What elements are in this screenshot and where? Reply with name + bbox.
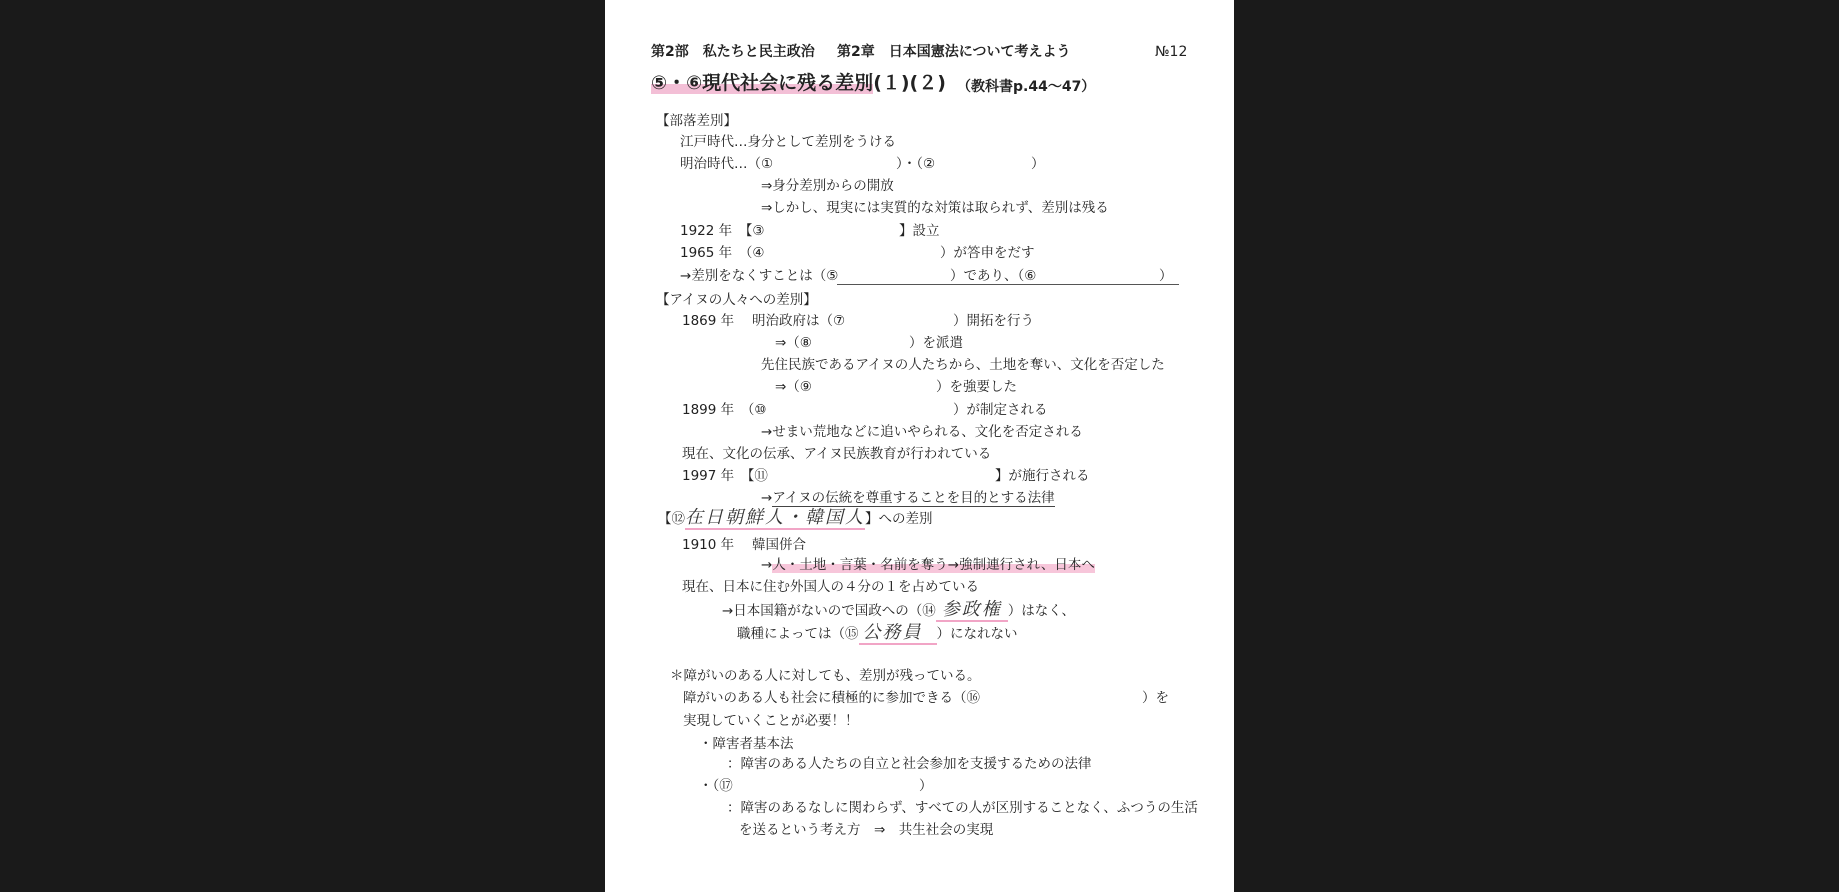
ainu-line-indigenous: 先住民族であるアイヌの人たちから、土地を奪い、文化を否定した bbox=[761, 357, 1165, 373]
buraku-blank-2: ）・（② bbox=[896, 156, 936, 172]
part-label: 第2部 私たちと民主政治 bbox=[651, 44, 815, 60]
ainu-blank-9: ⇒（⑨ bbox=[775, 379, 812, 395]
disability-blank-16-tail: ）を bbox=[1142, 690, 1169, 706]
korean-civil-tail: ）になれない bbox=[936, 626, 1018, 642]
chapter-label: 第2章 日本国憲法について考えよう bbox=[837, 44, 1071, 60]
ainu-1997: 1997 年 【⑪ bbox=[682, 468, 768, 484]
korean-line-present: 現在、日本に住む外国人の４分の１を占めている bbox=[682, 579, 979, 595]
handwritten-answer-14: 参政権 bbox=[936, 599, 1008, 622]
section-heading-ainu: 【アイヌの人々への差別】 bbox=[656, 292, 817, 308]
korean-suffrage-tail: ）はなく、 bbox=[1007, 603, 1076, 619]
handwritten-answer-15: 公務員 bbox=[859, 622, 937, 645]
disability-blank-17-close: ） bbox=[919, 778, 933, 794]
ainu-1869-tail: ）開拓を行う bbox=[953, 313, 1034, 329]
ainu-line-wasteland: →せまい荒地などに追いやられる、文化を否定される bbox=[761, 424, 1083, 440]
ainu-blank-8-tail: ）を派遣 bbox=[909, 335, 963, 351]
ainu-1997-tail: 】が施行される bbox=[995, 468, 1090, 484]
ainu-law-line bbox=[761, 489, 1055, 507]
disability-intro: ＊障がいのある人に対しても、差別が残っている。 bbox=[670, 668, 981, 684]
disability-basic-law: ・障害者基本法 bbox=[699, 736, 794, 752]
buraku-blank-5: →差別をなくすことは（⑤ bbox=[680, 268, 839, 284]
buraku-line-liberation: ⇒身分差別からの開放 bbox=[761, 178, 894, 194]
korean-heading-close: 】への差別 bbox=[865, 511, 933, 527]
korean-1910: 1910 年 韓国併合 bbox=[682, 537, 806, 553]
korean-suffrage-head: →日本国籍がないので国政への（⑭ bbox=[722, 603, 936, 619]
section-heading-korean bbox=[658, 509, 933, 528]
disability-necessity: 実現していくことが必要！！ bbox=[683, 713, 859, 729]
buraku-blank-6-close: ） bbox=[1159, 268, 1173, 284]
worksheet-page bbox=[605, 0, 1234, 892]
ainu-law-text: アイヌの伝統を尊重することを目的とする法律 bbox=[772, 490, 1055, 506]
korean-civil-head: 職種によっては（⑮ bbox=[737, 626, 859, 642]
title-main: ⑤・⑥現代社会に残る差別 bbox=[651, 72, 874, 94]
korean-seizure-text: 人・土地・言葉・名前を奪う→強制連行され、日本へ bbox=[772, 557, 1095, 573]
disability-coexistence: を送るという考え方 ⇒ 共生社会の実現 bbox=[739, 822, 994, 838]
ainu-law-arrow: → bbox=[761, 490, 773, 506]
buraku-1965-tail: ）が答申をだす bbox=[940, 245, 1035, 261]
ainu-1899: 1899 年 （⑩ bbox=[682, 402, 767, 418]
buraku-line-edo: 江戸時代…身分として差別をうける bbox=[680, 134, 896, 150]
buraku-blank-1: 明治時代…（① bbox=[680, 156, 774, 172]
korean-heading-open: 【⑫ bbox=[658, 511, 685, 527]
korean-line-seizure bbox=[761, 556, 1095, 574]
sheet-number: №12 bbox=[1155, 44, 1188, 60]
buraku-line-reality: ⇒しかし、現実には実質的な対策は取られず、差別は残る bbox=[761, 200, 1109, 216]
ainu-line-present: 現在、文化の伝承、アイヌ民族教育が行われている bbox=[682, 446, 992, 462]
disability-blank-17: ・（⑰ bbox=[699, 778, 733, 794]
buraku-blank-close: ） bbox=[1031, 156, 1045, 172]
underline-rule bbox=[837, 284, 1179, 285]
disability-normalization-desc: ：障害のあるなしに関わらず、すべての人が区別することなく、ふつうの生活 bbox=[727, 800, 1198, 816]
korean-seizure-arrow: → bbox=[761, 557, 773, 573]
ainu-blank-9-tail: ）を強要した bbox=[936, 379, 1017, 395]
buraku-1965: 1965 年 （④ bbox=[680, 245, 765, 261]
ainu-blank-8: ⇒（⑧ bbox=[775, 335, 812, 351]
buraku-1922-tail: 】設立 bbox=[899, 223, 940, 239]
disability-basic-law-desc: ：障害のある人たちの自立と社会参加を支援するための法律 bbox=[727, 756, 1092, 772]
page-title bbox=[651, 74, 946, 92]
disability-blank-16: 障がいのある人も社会に積極的に参加できる（⑯ bbox=[683, 690, 980, 706]
buraku-blank-6: ）であり、（⑥ bbox=[950, 268, 1037, 284]
section-heading-buraku: 【部落差別】 bbox=[656, 113, 737, 129]
korean-line-civil-servant bbox=[737, 624, 1018, 643]
textbook-ref: （教科書p.44～47） bbox=[957, 79, 1096, 95]
korean-line-suffrage bbox=[722, 601, 1075, 620]
ainu-1869: 1869 年 明治政府は（⑦ bbox=[682, 313, 846, 329]
buraku-1922: 1922 年 【③ bbox=[680, 223, 765, 239]
ainu-1899-tail: ）が制定される bbox=[953, 402, 1048, 418]
handwritten-answer-12: 在日朝鮮人・韓国人 bbox=[685, 507, 865, 528]
title-parts: (１)(２) bbox=[873, 72, 946, 94]
